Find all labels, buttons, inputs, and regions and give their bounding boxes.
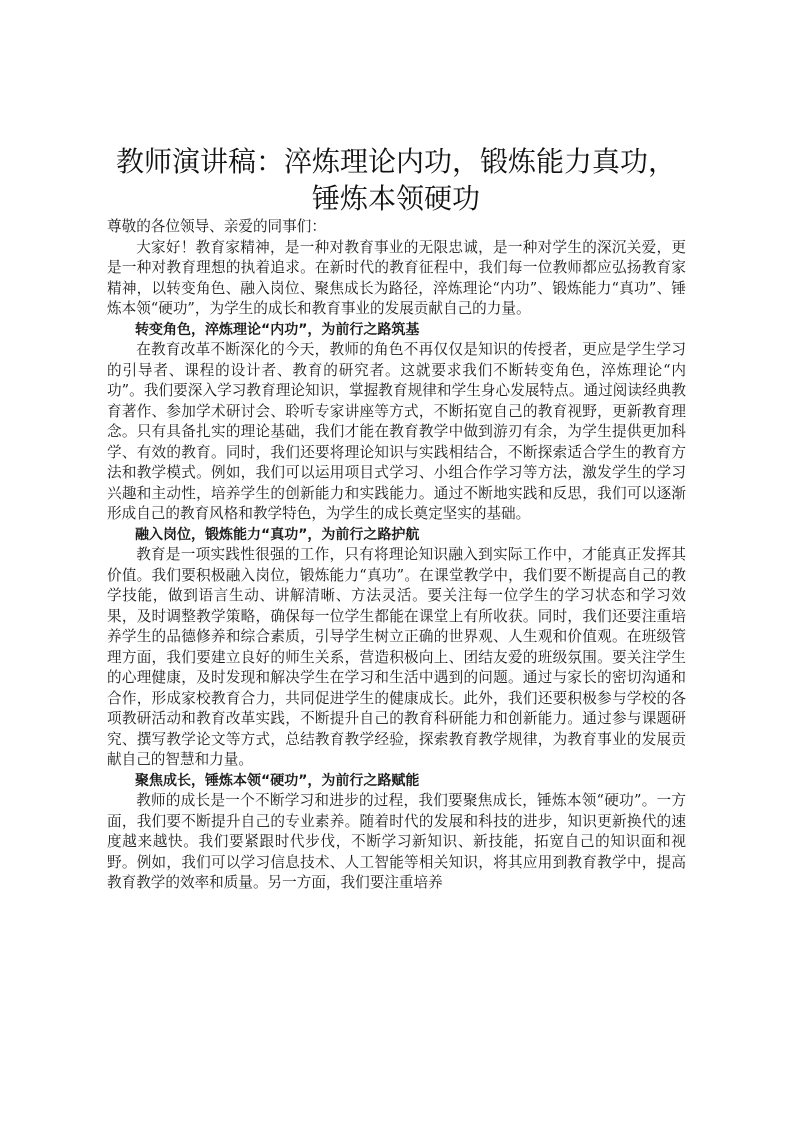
- section-heading-3: 聚焦成长，锤炼本领“硬功”，为前行之路赋能: [135, 772, 420, 789]
- salutation: 尊敬的各位领导、亲爱的同事们：: [107, 218, 326, 235]
- section-heading-2: 融入岗位，锻炼能力“真功”，为前行之路护航: [135, 526, 420, 543]
- section-paragraph-3: 教师的成长是一个不断学习和进步的过程，我们要聚焦成长，锤炼本领“硬功”。一方面，我们要不断提升自己的专业素养。随着时代的发展和科技的进步，知识更新换代的速度越来越快。我们要紧跟时代步伐，不断学习新知识、新技能，拓宽自己的知识面和视野。例如，我们可以学习信息技术、人工智能等相关知识，将其应用到教育教学中，提高教育教学的效率和质量。另一方面，我们要注重培养: [107, 792, 686, 891]
- intro-paragraph: 大家好！教育家精神，是一种对教育事业的无限忠诚，是一种对学生的深沉关爱，更是一种对教育理想的执着追求。在新时代的教育征程中，我们每一位教师都应弘扬教育家精神，以转变角色、融入岗位、聚焦成长为路径，淬炼理论“内功”、锻炼能力“真功”、锤炼本领“硬功”，为学生的成长和教育事业的发展贡献自己的力量。: [107, 238, 686, 317]
- title-line-2: 锤炼本领硬功: [311, 182, 480, 215]
- speech-body: [107, 217, 686, 894]
- section-paragraph-2: 教育是一项实践性很强的工作，只有将理论知识融入到实际工作中，才能真正发挥其价值。我们要积极融入岗位，锻炼能力“真功”。在课堂教学中，我们要不断提高自己的教学技能，做到语言生动、讲解清晰、方法灵活。要关注每一位学生的学习状态和学习效果，及时调整教学策略，确保每一位学生都能在课堂上有所收获。同时，我们还要注重培养学生的品德修养和综合素质，引导学生树立正确的世界观、人生观和价值观。在班级管理方面，我们要建立良好的师生关系，营造积极向上、团结友爱的班级氛围。要关注学生的心理健康，及时发现和解决学生在学习和生活中遇到的问题。通过与家长的密切沟通和合作，形成家校教育合力，共同促进学生的健康成长。此外，我们还要积极参与学校的各项教研活动和教育改革实践，不断提升自己的教育科研能力和创新能力。通过参与课题研究、撰写教学论文等方式，总结教育教学经验，探索教育教学规律，为教育事业的发展贡献自己的智慧和力量。: [107, 546, 686, 768]
- document-title: [96, 143, 696, 217]
- title-line-1: 教师演讲稿：淬炼理论内功，锻炼能力真功，: [115, 145, 676, 178]
- section-heading-1: 转变角色，淬炼理论“内功”，为前行之路筑基: [135, 321, 420, 338]
- section-paragraph-1: 在教育改革不断深化的今天，教师的角色不再仅仅是知识的传授者，更应是学生学习的引导者、课程的设计者、教育的研究者。这就要求我们不断转变角色，淬炼理论“内功”。我们要深入学习教育理论知识，掌握教育规律和学生身心发展特点。通过阅读经典教育著作、参加学术研讨会、聆听专家讲座等方式，不断拓宽自己的教育视野，更新教育理念。只有具备扎实的理论基础，我们才能在教育教学中做到游刃有余，为学生提供更加科学、有效的教育。同时，我们还要将理论知识与实践相结合，不断探索适合学生的教育方法和教学模式。例如，我们可以运用项目式学习、小组合作学习等方法，激发学生的学习兴趣和主动性，培养学生的创新能力和实践能力。通过不断地实践和反思，我们可以逐渐形成自己的教育风格和教学特色，为学生的成长奠定坚实的基础。: [107, 341, 686, 522]
